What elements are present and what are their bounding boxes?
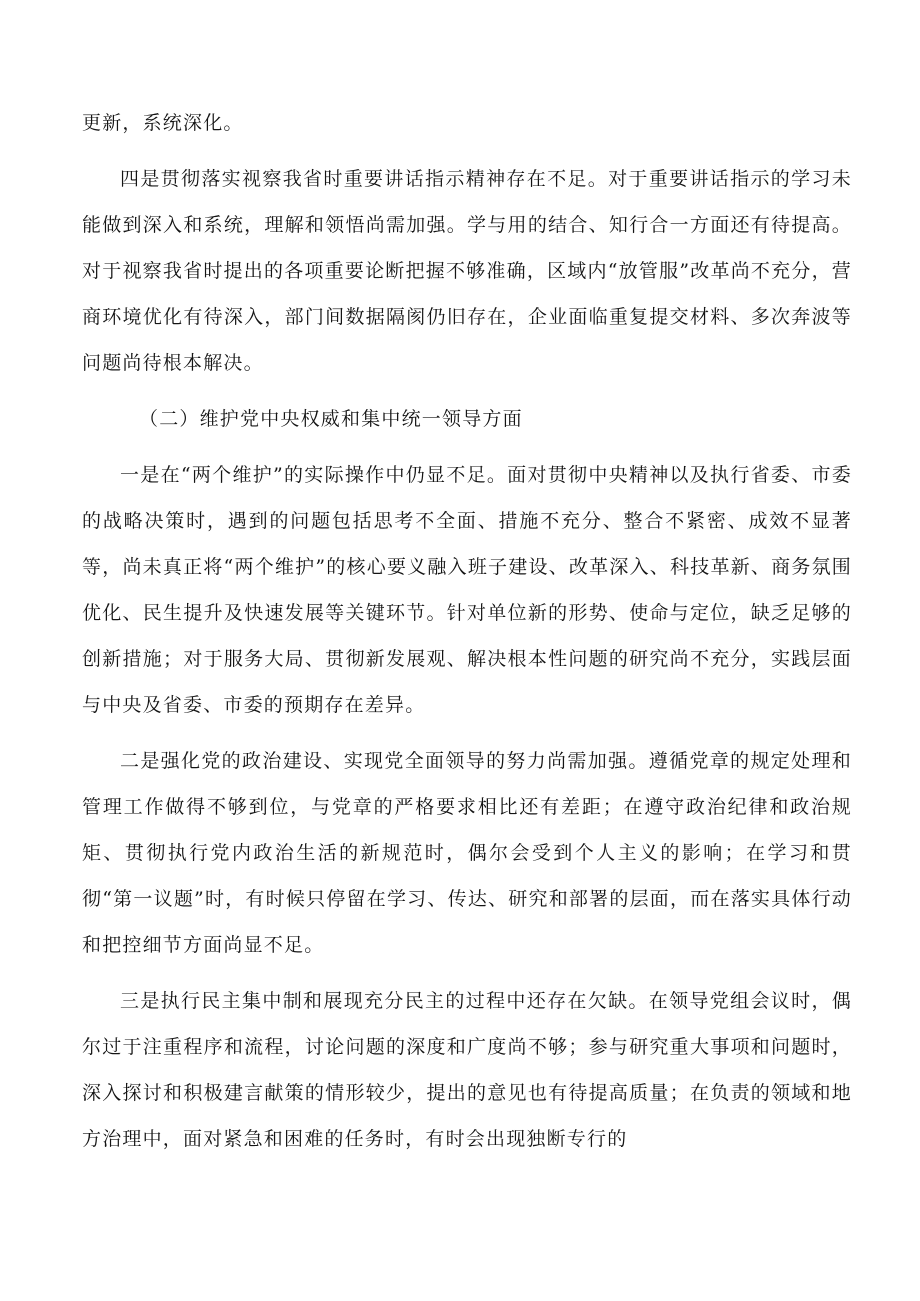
paragraph-point-four: 四是贯彻落实视察我省时重要讲话指示精神存在不足。对于重要讲话指示的学习未能做到深入和系统，理解和领悟尚需加强。学与用的结合、知行合一方面还有待提高。对于视察我省时提出的各项重要论断把握不够准确，区域内“放管服”改革尚不充分，营商环境优化有待深入，部门间数据隔阂仍旧存在，企业面临重复提交材料、多次奔波等问题尚待根本解决。 <box>82 168 852 374</box>
paragraph-continuation: 更新，系统深化。 <box>82 112 244 134</box>
paragraph-point-one: 一是在“两个维护”的实际操作中仍显不足。面对贯彻中央精神以及执行省委、市委的战略决策时，遇到的问题包括思考不全面、措施不充分、整合不紧密、成效不显著等，尚未真正将“两个维护”的核心要义融入班子建设、改革深入、科技革新、商务氛围优化、民生提升及快速发展等关键环节。针对单位新的形势、使命与定位，缺乏足够的创新措施；对于服务大局、贯彻新发展观、解决根本性问题的研究尚不充分，实践层面与中央及省委、市委的预期存在差异。 <box>82 464 852 716</box>
document-body <box>82 100 852 1172</box>
section-heading: （二）维护党中央权威和集中统一领导方面 <box>139 408 523 430</box>
paragraph-point-two: 二是强化党的政治建设、实现党全面领导的努力尚需加强。遵循党章的规定处理和管理工作做得不够到位，与党章的严格要求相比还有差距；在遵守政治纪律和政治规矩、贯彻执行党内政治生活的新规范时，偶尔会受到个人主义的影响；在学习和贯彻“第一议题”时，有时候只停留在学习、传达、研究和部署的层面，而在落实具体行动和把控细节方面尚显不足。 <box>82 750 852 956</box>
paragraph-point-three: 三是执行民主集中制和展现充分民主的过程中还存在欠缺。在领导党组会议时，偶尔过于注重程序和流程，讨论问题的深度和广度尚不够；参与研究重大事项和问题时，深入探讨和积极建言献策的情形较少，提出的意见也有待提高质量；在负责的领域和地方治理中，面对紧急和困难的任务时，有时会出现独断专行的 <box>82 990 852 1150</box>
